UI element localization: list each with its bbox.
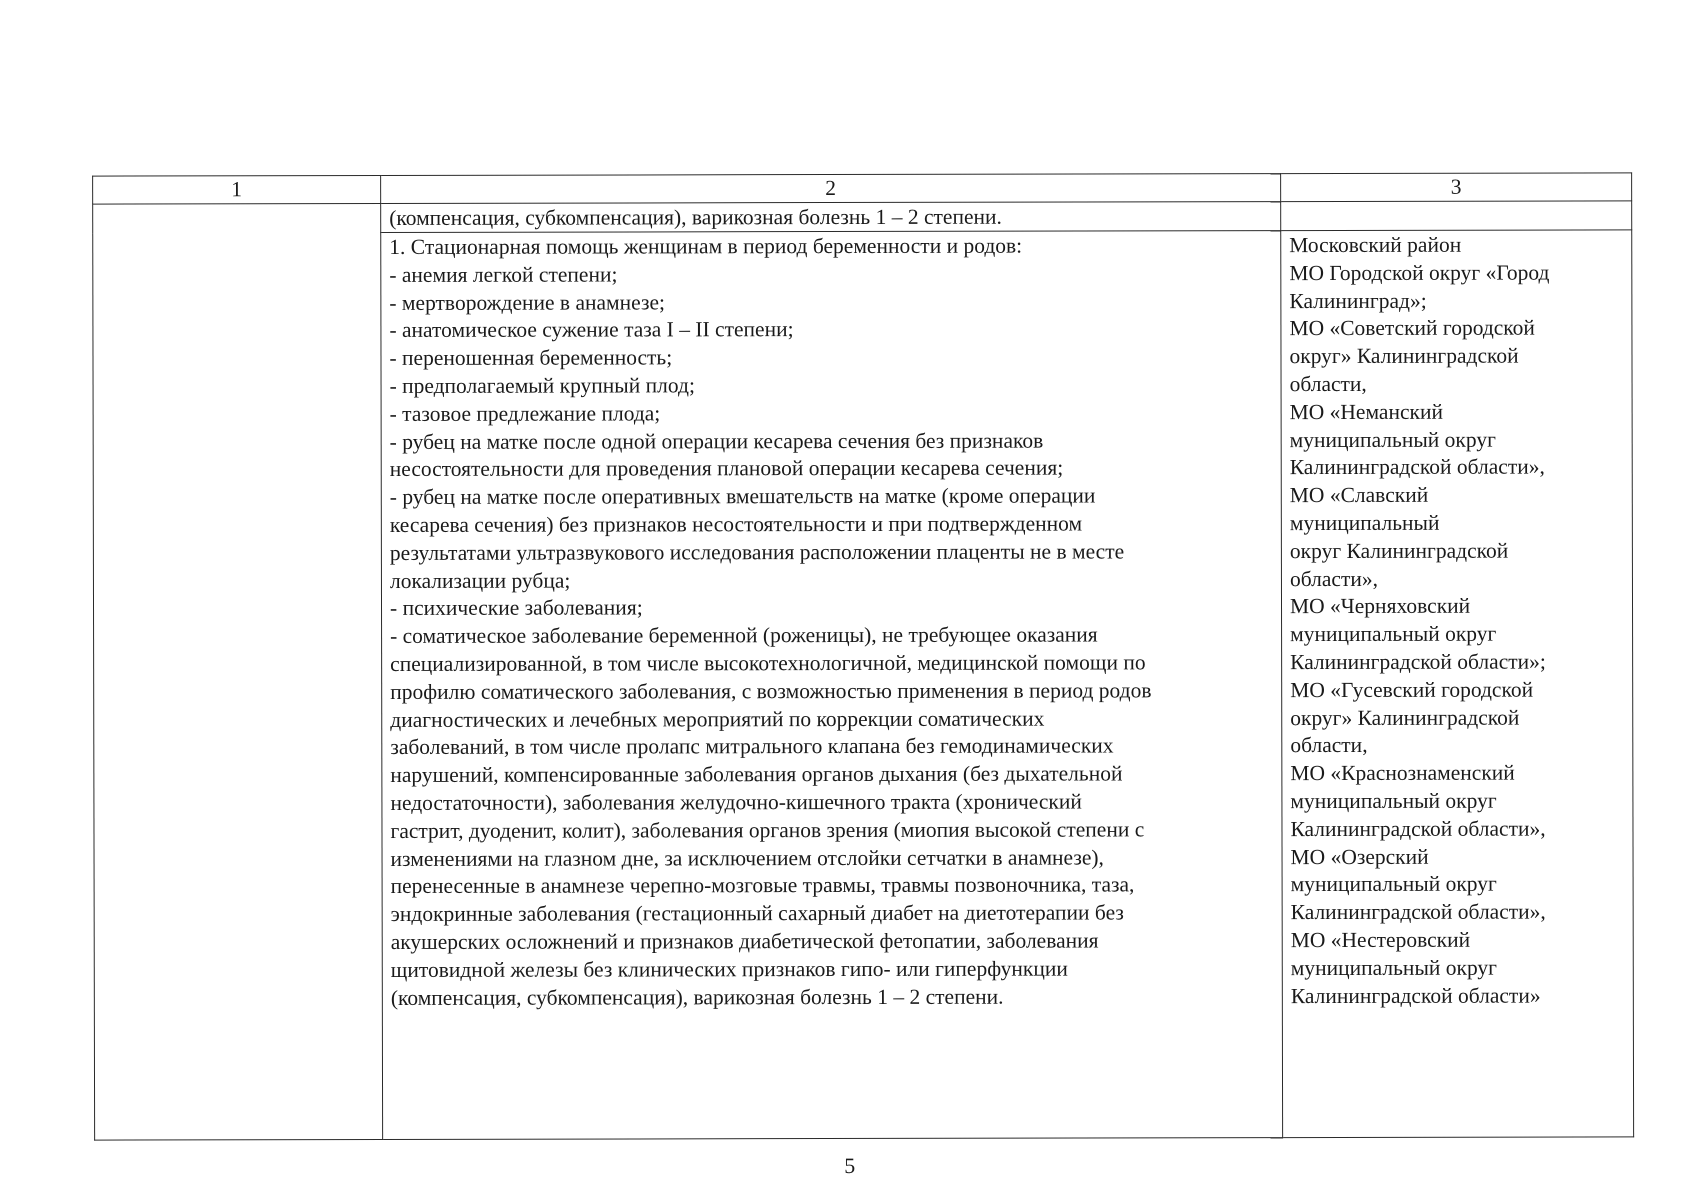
table-header-row — [93, 173, 1632, 204]
conditions-line: результатами ультразвукового исследования расположении плаценты не в месте — [389, 539, 1125, 565]
district-line: Московский район — [1289, 232, 1462, 258]
district-line: округ» Калининградской — [1289, 343, 1519, 369]
district-line: Калининградской области», — [1290, 899, 1546, 925]
district-line: муниципальный — [1289, 510, 1440, 536]
conditions-line: локализации рубца; — [389, 568, 571, 593]
header-cell-2: 2 — [381, 174, 1281, 204]
district-line: округ» Калининградской — [1290, 705, 1520, 730]
conditions-line: - анатомическое сужение таза I – II степени; — [389, 317, 794, 343]
district-line: Калининградской области»; — [1290, 649, 1546, 675]
header-cell-3: 3 — [1281, 173, 1632, 202]
document-table — [92, 172, 1634, 1140]
district-line: области, — [1289, 371, 1367, 397]
district-line: области», — [1289, 566, 1378, 591]
continuation-row — [93, 201, 1632, 233]
conditions-line: акушерских осложнений и признаков диабетической фетопатии, заболевания — [390, 928, 1099, 954]
district-line: МО Городской округ «Город — [1289, 260, 1550, 285]
district-line: Калининградской области» — [1290, 983, 1541, 1008]
district-line: МО «Краснознаменский — [1290, 760, 1515, 786]
district-line: МО «Озерский — [1290, 844, 1429, 869]
district-line: округ Калининградской — [1289, 538, 1509, 563]
header-cell-1: 1 — [93, 175, 381, 204]
district-line: МО «Черняховский — [1289, 594, 1471, 619]
district-line: муниципальный округ — [1290, 621, 1497, 647]
conditions-line: перенесенные в анамнезе черепно-мозговые травмы, травмы позвоночника, таза, — [390, 872, 1135, 899]
conditions-line: - анемия легкой степени; — [389, 262, 618, 287]
district-line: МО «Неманский — [1289, 399, 1443, 424]
conditions-line: - рубец на матке после одной операции кесарева сечения без признаков — [389, 428, 1044, 454]
district-line: МО «Советский городской — [1289, 315, 1535, 341]
conditions-line: профилю соматического заболевания, с возможностью применения в период родов — [390, 678, 1152, 704]
conditions-line: - предполагаемый крупный плод; — [389, 373, 695, 398]
conditions-line: (компенсация, субкомпенсация), варикозная болезнь 1 – 2 степени. — [390, 984, 1004, 1010]
district-line: муниципальный округ — [1290, 871, 1497, 897]
district-line: Калининград»; — [1289, 288, 1427, 313]
district-line: муниципальный округ — [1290, 788, 1497, 814]
empty-cell-col3 — [1281, 201, 1632, 231]
conditions-line: - тазовое предлежание плода; — [389, 401, 661, 426]
continuation-text: (компенсация, субкомпенсация), варикозная болезнь 1 – 2 степени. — [381, 202, 1281, 233]
conditions-line: - переношенная беременность; — [389, 345, 673, 371]
conditions-line: 1. Стационарная помощь женщинам в период беременности и родов: — [389, 233, 1023, 259]
conditions-line: - мертворождение в анамнезе; — [389, 289, 665, 315]
conditions-line: эндокринные заболевания (гестационный сахарный диабет на диетотерапии без — [390, 900, 1124, 927]
district-line: муниципальный округ — [1290, 955, 1498, 980]
conditions-line: изменениями на глазном дне, за исключением отслойки сетчатки в анамнезе), — [390, 844, 1104, 871]
conditions-line: заболеваний, в том числе пролапс митрального клапана без гемодинамических — [390, 733, 1114, 760]
conditions-line: специализированной, в том числе высокотехнологичной, медицинской помощи по — [390, 650, 1146, 676]
conditions-line: несостоятельности для проведения плановой операции кесарева сечения; — [389, 455, 1064, 482]
empty-cell-col1 — [93, 203, 383, 1140]
conditions-line: диагностических и лечебных мероприятий по коррекции соматических — [390, 706, 1045, 732]
page-number: 5 — [844, 1152, 856, 1179]
conditions-line: - психические заболевания; — [389, 595, 643, 621]
conditions-cell — [381, 231, 1283, 1140]
conditions-line: - соматическое заболевание беременной (роженицы), не требующее оказания — [390, 622, 1098, 649]
conditions-line: щитовидной железы без клинических признаков гипо- или гиперфункции — [390, 956, 1068, 982]
districts-cell — [1281, 230, 1634, 1138]
district-line: МО «Славский — [1289, 482, 1429, 508]
district-line: муниципальный округ — [1289, 427, 1496, 452]
conditions-line: нарушений, компенсированные заболевания органов дыхания (без дыхательной — [390, 761, 1123, 788]
conditions-line: - рубец на матке после оперативных вмешательств на матке (кроме операции — [389, 483, 1096, 510]
district-line: области, — [1290, 733, 1368, 758]
conditions-line: гастрит, дуоденит, колит), заболевания органов зрения (миопия высокой степени с — [390, 817, 1145, 843]
district-line: МО «Нестеровский — [1290, 927, 1471, 952]
district-line: Калининградской области», — [1289, 454, 1545, 480]
conditions-line: кесарева сечения) без признаков несостоятельности и при подтвержденном — [389, 511, 1083, 537]
district-line: Калининградской области», — [1290, 816, 1546, 841]
district-line: МО «Гусевский городской — [1290, 677, 1534, 702]
conditions-line: недостаточности), заболевания желудочно-кишечного тракта (хронический — [390, 789, 1082, 815]
